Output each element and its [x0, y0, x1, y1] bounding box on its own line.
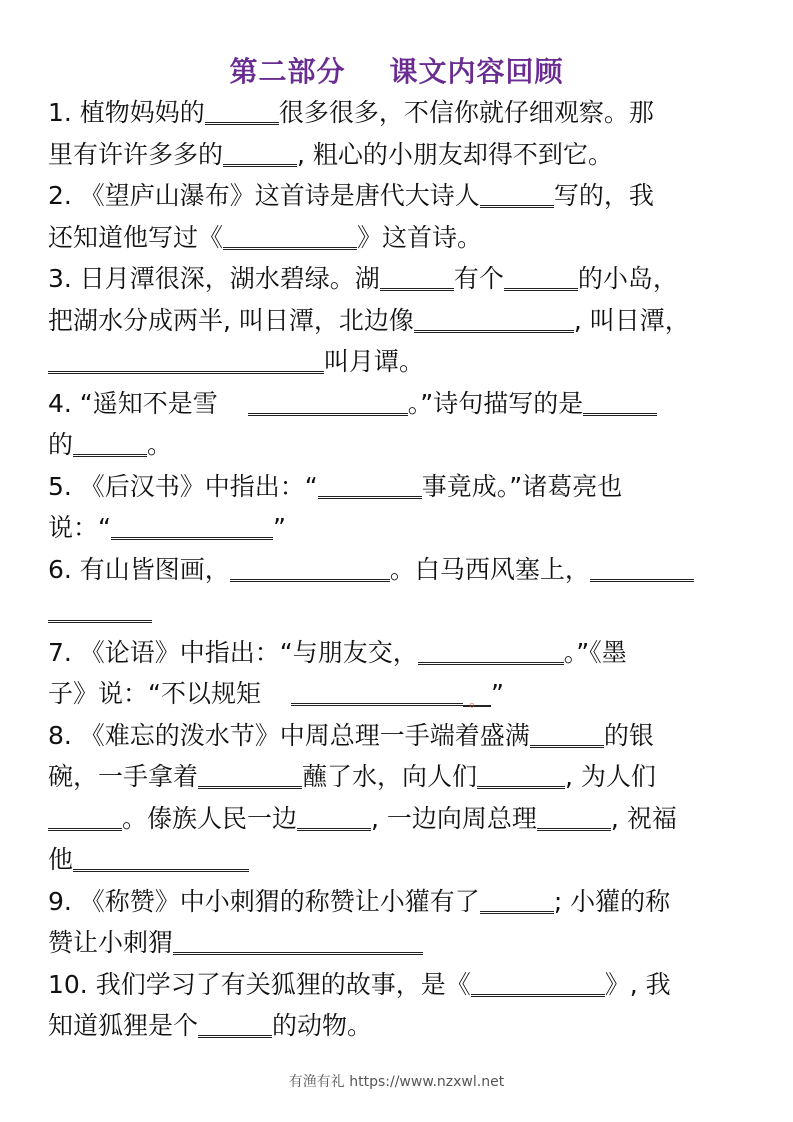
- answer-blank[interactable]: [504, 260, 578, 291]
- question-7-line-1: 7. 《论语》中指出：“与朋友交， 。”《墨: [48, 632, 748, 674]
- answer-blank[interactable]: [48, 592, 152, 623]
- answer-blank[interactable]: [418, 634, 564, 665]
- question-6-line-1: 6. 有山皆图画， 。白马西风塞上，: [48, 549, 748, 591]
- answer-blank[interactable]: [471, 966, 605, 997]
- question-7-line-2: 子》说：“不以规矩 。 ”: [48, 673, 748, 715]
- answer-blank[interactable]: [590, 551, 694, 582]
- title-name: 课文内容回顾: [389, 55, 564, 88]
- question-10-line-2: 知道狐狸是个 的动物。: [48, 1005, 748, 1047]
- answer-blank[interactable]: [291, 675, 463, 706]
- answer-blank[interactable]: [230, 551, 390, 582]
- question-1-line-2: 里有许许多多的 , 粗心的小朋友却得不到它。: [48, 134, 748, 176]
- question-3-line-1: 3. 日月潭很深，湖水碧绿。湖 有个 的小岛，: [48, 258, 748, 300]
- answer-blank[interactable]: [73, 841, 249, 872]
- answer-blank[interactable]: [530, 717, 604, 748]
- answer-blank[interactable]: [223, 219, 357, 250]
- answer-blank[interactable]: [537, 800, 611, 831]
- answer-blank[interactable]: [48, 800, 122, 831]
- question-2-line-2: 还知道他写过《 》这首诗。: [48, 217, 748, 259]
- question-8-line-1: 8. 《难忘的泼水节》中周总理一手端着盛满 的银: [48, 715, 748, 757]
- question-4-line-1: 4. “遥知不是雪 。”诗句描写的是: [48, 383, 748, 425]
- answer-blank[interactable]: [223, 136, 297, 167]
- question-3-line-2: 把湖水分成两半, 叫日潭，北边像 , 叫日潭，: [48, 300, 748, 342]
- answer-blank[interactable]: [173, 924, 423, 955]
- answer-blank[interactable]: [248, 385, 408, 416]
- question-9-line-1: 9. 《称赞》中小刺猬的称赞让小獾有了 ; 小獾的称: [48, 881, 748, 923]
- answer-blank[interactable]: [297, 800, 371, 831]
- answer-blank[interactable]: [463, 677, 491, 710]
- question-5-line-2: 说：“ ”: [48, 507, 748, 549]
- question-6-line-2: [48, 590, 748, 632]
- answer-blank[interactable]: [111, 509, 273, 540]
- footer-watermark: 有渔有礼 https://www.nzxwl.net: [288, 1074, 505, 1090]
- question-8-line-2: 碗，一手拿着 蘸了水，向人们 , 为人们: [48, 756, 748, 798]
- answer-blank[interactable]: [205, 94, 279, 125]
- answer-blank[interactable]: [73, 426, 147, 457]
- question-2-line-1: 2. 《望庐山瀑布》这首诗是唐代大诗人 写的，我: [48, 175, 748, 217]
- answer-blank[interactable]: [583, 385, 657, 416]
- question-8-line-3: 。傣族人民一边 , 一边向周总理 , 祝福: [48, 798, 748, 840]
- question-3-line-3: 叫月谭。: [48, 341, 748, 383]
- answer-blank[interactable]: [414, 302, 574, 333]
- question-4-line-2: 的 。: [48, 424, 748, 466]
- answer-blank[interactable]: [48, 343, 324, 374]
- answer-blank[interactable]: [480, 883, 554, 914]
- title-part: 第二部分: [229, 55, 346, 88]
- answer-blank[interactable]: [380, 260, 454, 291]
- answer-blank[interactable]: [198, 758, 302, 789]
- question-8-line-4: 他: [48, 839, 748, 881]
- page-title: [0, 50, 793, 90]
- question-5-line-1: 5. 《后汉书》中指出：“ 事竟成。”诸葛亮也: [48, 466, 748, 508]
- answer-blank[interactable]: [198, 1007, 272, 1038]
- question-9-line-2: 赞让小刺猬: [48, 922, 748, 964]
- answer-blank[interactable]: [477, 758, 565, 789]
- question-list: [48, 92, 748, 1047]
- answer-blank[interactable]: [480, 177, 554, 208]
- question-10-line-1: 10. 我们学习了有关狐狸的故事，是《 》, 我: [48, 964, 748, 1006]
- question-1-line-1: 1. 植物妈妈的 很多很多，不信你就仔细观察。那: [48, 92, 748, 134]
- answer-blank[interactable]: [318, 468, 422, 499]
- red-period-mark: 。: [468, 691, 485, 710]
